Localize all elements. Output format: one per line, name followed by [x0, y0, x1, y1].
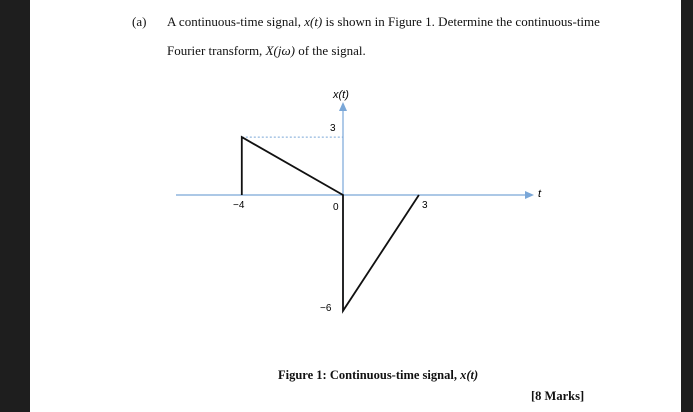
figure-caption: [278, 368, 478, 383]
question-line-2-prefix: Fourier transform,: [167, 43, 266, 58]
question-transform: X(jω): [265, 43, 295, 58]
question-signal: x(t): [304, 14, 323, 29]
signal-line: [242, 137, 419, 311]
marks-label: [8 Marks]: [531, 389, 585, 403]
tick-label-origin: 0: [333, 202, 339, 213]
tick-label-x-neg4: −4: [233, 200, 245, 211]
y-axis-label: x(t): [333, 89, 349, 101]
tick-label-x3: 3: [422, 200, 428, 211]
question-line-1-suffix: is shown in Figure 1. Determine the continuous-time: [322, 14, 600, 29]
x-axis-arrow: [525, 191, 534, 199]
question-line-1-prefix: A continuous-time signal,: [167, 14, 305, 29]
y-axis-arrow: [339, 102, 347, 111]
question-label: (a): [132, 14, 147, 29]
figure-caption-signal: x(t): [460, 368, 479, 382]
figure-caption-prefix: Figure 1: Continuous-time signal,: [278, 368, 461, 382]
tick-label-y3: 3: [330, 123, 336, 134]
question-line-2-suffix: of the signal.: [294, 43, 366, 58]
tick-label-y-neg6: −6: [320, 303, 332, 314]
x-axis-label: t: [538, 188, 542, 200]
